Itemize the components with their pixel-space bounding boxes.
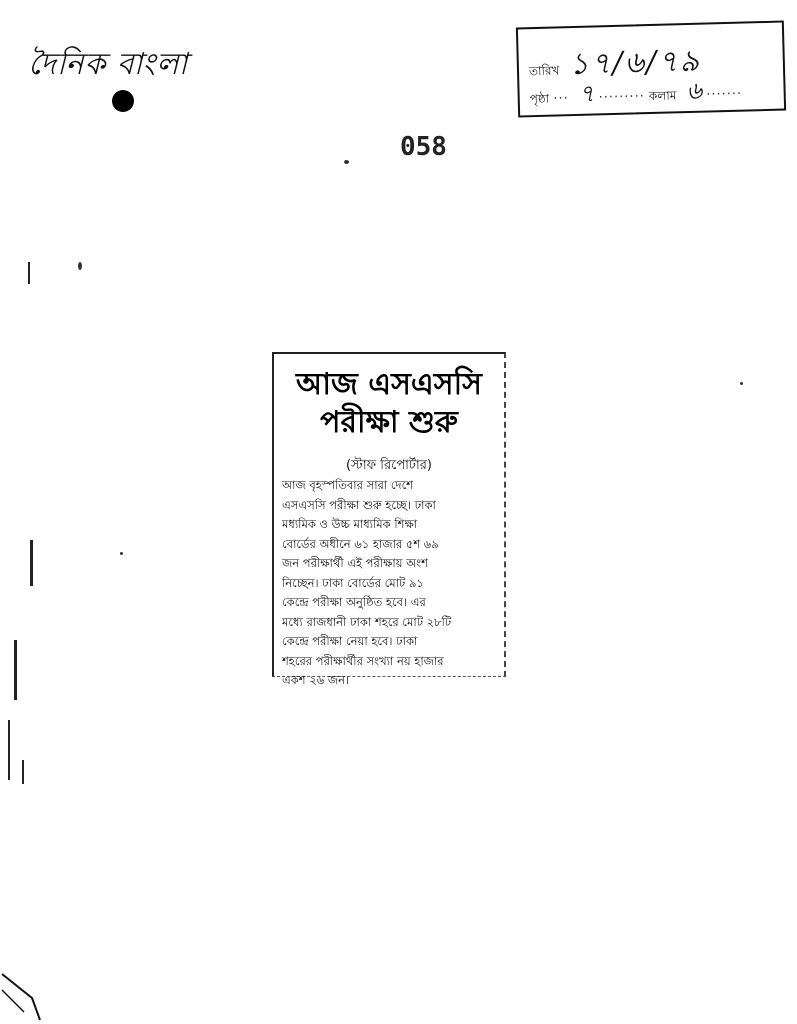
body-line: বোর্ডের অধীনে ৬১ হাজার ৫শ ৬৯ (282, 536, 439, 551)
body-line: জন পরীক্ষার্থী এই পরীক্ষায় অংশ (282, 556, 428, 570)
scan-mark (8, 720, 10, 780)
body-line: কেন্দ্রে পরীক্ষা অনুষ্ঠিত হবে। এর (282, 595, 426, 609)
news-clipping (272, 352, 506, 687)
scan-speck (344, 160, 349, 164)
body-line: এসএসসি পরীক্ষা শুরু হচ্ছে। ঢাকা (282, 497, 436, 512)
scan-mark (28, 262, 30, 284)
stamp-column-value: ৬ (686, 76, 703, 106)
page-number: 058 (400, 132, 447, 162)
folded-corner (0, 968, 46, 1024)
newspaper-name: দৈনিক বাংলা (28, 47, 189, 82)
clipping-headline-line2: পরীক্ষা শুরু (320, 405, 458, 440)
stamp-date-value: ১৭/৬/৭৯ (568, 43, 702, 83)
stamp-page-value: ৭ (578, 79, 595, 108)
body-line: নিচ্ছেন। ঢাকা বোর্ডের মোট ৯১ (282, 575, 424, 590)
scan-mark (14, 640, 17, 700)
stamp-column-label: কলাম (648, 88, 677, 104)
ink-dot (112, 90, 134, 112)
stamp-page-label: পৃষ্ঠা (529, 91, 550, 107)
body-line: কেন্দ্রে পরীক্ষা নেয়া হবে। ঢাকা (282, 634, 418, 648)
body-line: মধ্যে রাজধানী ঢাকা শহরে মোট ২৮টি (282, 614, 452, 629)
clipping-body (282, 476, 496, 691)
scan-mark (30, 540, 33, 586)
body-line: শহরের পরীক্ষার্থীর সংখ্যা নয় হাজার (282, 653, 444, 668)
scan-speck (120, 552, 123, 555)
body-line: একশ ২৬ জন। (282, 673, 350, 687)
body-line: মধ্যমিক ও উচ্চ মাধ্যমিক শিক্ষা (282, 517, 418, 531)
clipping-headline-line1: আজ এসএসসি (296, 367, 482, 402)
clipping-byline: (স্টাফ রিপোর্টার) (345, 458, 433, 473)
date-stamp (516, 21, 786, 118)
stamp-page-row: পৃষ্ঠা ··· ৭ ········· কলাম ৬ ······· (529, 76, 743, 108)
scan-mark (22, 760, 24, 784)
stamp-date-label: তারিখ (528, 63, 560, 79)
scan-speck (740, 382, 743, 385)
scan-speck (78, 262, 82, 270)
body-line: আজ বৃহস্পতিবার সারা দেশে (282, 478, 414, 492)
